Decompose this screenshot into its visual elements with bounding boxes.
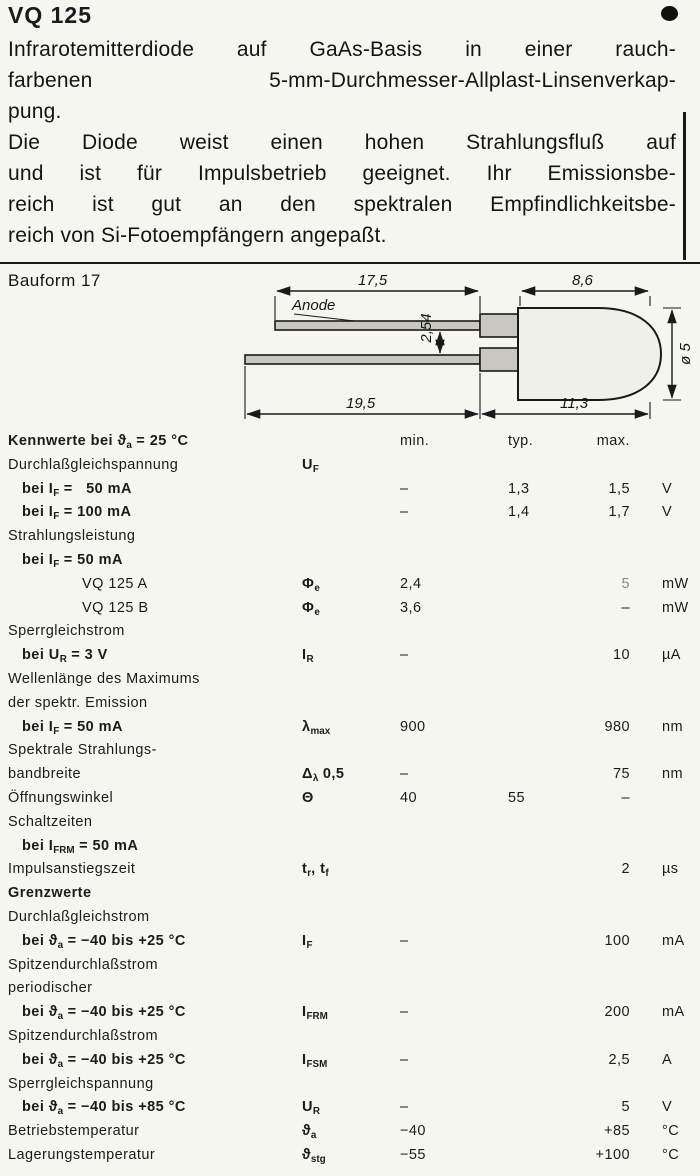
typ-value — [472, 882, 560, 906]
param-symbol — [296, 954, 386, 978]
description-text — [8, 34, 676, 251]
param-label: bei $I_F = 50$ mA — [22, 718, 123, 737]
min-value — [386, 1073, 472, 1097]
max-value: 200 — [604, 1004, 630, 1021]
min-value — [386, 882, 472, 906]
param-label: Wellenlänge des Maximums — [8, 670, 200, 687]
param-symbol: $U_R$ — [302, 1099, 321, 1118]
table-row — [8, 906, 700, 930]
dim-lead-bottom: 19,5 — [346, 395, 376, 412]
lens-dome-body — [518, 308, 661, 400]
min-value: – — [400, 1004, 409, 1021]
typ-value — [472, 1025, 560, 1049]
max-value: 5 — [621, 575, 630, 592]
spec-table-header — [8, 430, 700, 454]
table-row — [8, 858, 700, 882]
table-row — [8, 1073, 700, 1097]
max-value: – — [621, 789, 630, 806]
min-value — [386, 811, 472, 835]
typ-value — [472, 954, 560, 978]
min-value — [386, 1025, 472, 1049]
param-symbol — [296, 1073, 386, 1097]
param-label: periodischer — [8, 980, 93, 997]
unit-label: °C — [662, 1123, 680, 1140]
table-row — [8, 501, 700, 525]
param-label: bei $ϑ_a = -40$ bis +25 °C — [22, 932, 186, 951]
unit-label: µA — [662, 647, 681, 664]
param-label: Spitzendurchlaßstrom — [8, 1027, 159, 1044]
dim-pitch: 2,54 — [418, 313, 435, 343]
max-value — [560, 954, 648, 978]
unit-label: V — [662, 1099, 673, 1116]
param-symbol: $I_{FSM}$ — [302, 1051, 328, 1070]
param-label: Grenzwerte — [8, 885, 92, 902]
table-row — [8, 787, 700, 811]
max-value — [560, 692, 648, 716]
page-edge-border — [683, 112, 686, 260]
dim-lead-top: 17,5 — [358, 272, 388, 289]
param-label: Lagerungstemperatur — [8, 1146, 156, 1163]
table-row — [8, 478, 700, 502]
param-symbol: $U_F$ — [302, 456, 319, 475]
min-value — [386, 668, 472, 692]
unit-label: mW — [662, 575, 689, 592]
unit-label: nm — [662, 766, 684, 783]
table-row — [8, 668, 700, 692]
table-row — [8, 692, 700, 716]
unit-label: mA — [662, 1004, 685, 1021]
param-label: bei $ϑ_a = -40$ bis +25 °C — [22, 1051, 186, 1070]
param-label: VQ 125 B — [82, 599, 149, 616]
param-symbol — [296, 692, 386, 716]
dim-body: 11,3 — [560, 395, 589, 412]
unit-label — [648, 692, 700, 716]
min-value: – — [400, 766, 409, 783]
description-line: reich von Si-Fotoempfängern angepaßt. — [8, 224, 387, 247]
typ-value — [472, 668, 560, 692]
typ-value — [472, 1144, 560, 1172]
min-value: – — [400, 932, 409, 949]
param-label: bei $U_R = 3$ V — [22, 647, 108, 665]
description-line: und ist für Impulsbetrieb geeignet. Ihr Emissionsbe- — [8, 162, 676, 185]
typ-value: 1,4 — [508, 504, 530, 521]
param-label: Schaltzeiten — [8, 813, 93, 830]
param-label: der spektr. Emission — [8, 694, 148, 711]
cathode-lead — [245, 355, 480, 364]
min-value: – — [400, 480, 409, 497]
table-row — [8, 644, 700, 668]
table-row — [8, 1001, 700, 1025]
header-typ: typ. — [508, 433, 534, 449]
param-symbol: $I_R$ — [302, 647, 314, 665]
param-label: Impulsanstiegszeit — [8, 861, 136, 878]
unit-label — [648, 525, 700, 549]
anode-lead — [275, 321, 480, 330]
unit-label: A — [662, 1051, 673, 1068]
min-value: – — [400, 1099, 409, 1116]
param-symbol — [296, 906, 386, 930]
min-value: 40 — [400, 789, 418, 806]
unit-label: µs — [662, 861, 679, 878]
unit-label — [648, 787, 700, 811]
typ-value — [472, 525, 560, 549]
max-value: 2 — [621, 861, 630, 878]
max-value — [560, 668, 648, 692]
spec-table — [8, 430, 700, 1168]
unit-label — [648, 739, 700, 763]
param-label: Durchlaßgleichspannung — [8, 456, 179, 473]
param-symbol: $\Delta_\lambda$ 0,5 — [302, 766, 345, 784]
param-label: VQ 125 A — [82, 575, 148, 592]
cathode-tab — [480, 348, 518, 371]
max-value: 10 — [612, 647, 630, 664]
anode-label: Anode — [292, 297, 336, 314]
param-symbol — [296, 739, 386, 763]
unit-label — [648, 1025, 700, 1049]
typ-value — [472, 1073, 560, 1097]
table-row — [8, 882, 700, 906]
max-value — [560, 811, 648, 835]
typ-value: 1,3 — [508, 480, 530, 497]
table-row — [8, 454, 700, 478]
min-value — [386, 525, 472, 549]
param-label: Betriebstemperatur — [8, 1123, 140, 1140]
max-value — [560, 1073, 648, 1097]
anode-tab — [480, 314, 518, 337]
table-row — [8, 1049, 700, 1073]
param-symbol — [296, 668, 386, 692]
max-value — [560, 739, 648, 763]
max-value — [560, 977, 648, 1001]
max-value — [560, 906, 648, 930]
max-value: +85 — [604, 1123, 630, 1140]
unit-label: mW — [662, 599, 689, 616]
description-line: reich ist gut an den spektralen Empfindlichkeitsbe- — [8, 193, 676, 216]
min-value: 3,6 — [400, 599, 422, 616]
diode-package — [245, 314, 518, 371]
typ-value — [472, 739, 560, 763]
description-line: pung. — [8, 100, 62, 123]
typ-value — [472, 906, 560, 930]
table-row — [8, 1025, 700, 1049]
param-label: bandbreite — [8, 766, 82, 783]
spec-table-body — [8, 454, 700, 1168]
dim-dome: 8,6 — [572, 272, 593, 289]
unit-label: °C — [662, 1146, 680, 1163]
table-row — [8, 716, 700, 740]
typ-value — [472, 620, 560, 644]
param-label: bei $I_{FRM} = 50$ mA — [22, 837, 139, 856]
param-symbol — [296, 977, 386, 1001]
max-value: 980 — [604, 718, 630, 735]
max-value: 75 — [612, 766, 630, 783]
table-row — [8, 811, 700, 835]
min-value — [386, 906, 472, 930]
table-row — [8, 620, 700, 644]
param-label: Sperrgleichspannung — [8, 1075, 154, 1092]
unit-label — [648, 811, 700, 835]
table-row — [8, 1120, 700, 1144]
bauform-label: Bauform 17 — [8, 271, 101, 290]
min-value — [386, 620, 472, 644]
unit-label — [648, 954, 700, 978]
max-value: 5 — [621, 1099, 630, 1116]
unit-label — [648, 977, 700, 1001]
max-value — [560, 882, 648, 906]
max-value: +100 — [595, 1146, 630, 1163]
table-row — [8, 763, 700, 787]
unit-label: mA — [662, 932, 685, 949]
param-label: bei $ϑ_a = -40$ bis +25 °C — [22, 1004, 186, 1022]
min-value: – — [400, 647, 409, 664]
min-value: 2,4 — [400, 575, 422, 592]
table-row — [8, 977, 700, 1001]
table-row — [8, 739, 700, 763]
unit-label — [648, 882, 700, 906]
param-label: Spitzendurchlaßstrom — [8, 956, 159, 973]
table-row — [8, 573, 700, 597]
min-value — [386, 692, 472, 716]
param-symbol: $I_{FRM}$ — [302, 1004, 328, 1022]
table-row — [8, 1096, 700, 1120]
unit-label — [648, 668, 700, 692]
max-value — [560, 1025, 648, 1049]
unit-label — [648, 906, 700, 930]
min-value: 900 — [400, 718, 426, 735]
typ-value: 55 — [508, 789, 526, 806]
page-title: VQ 125 — [8, 2, 92, 28]
param-label: Strahlungsleistung — [8, 528, 136, 545]
unit-label — [648, 1073, 700, 1097]
param-label: bei $I_F = 100$ mA — [22, 504, 132, 523]
min-value: −55 — [400, 1146, 426, 1163]
header-min: min. — [400, 433, 430, 449]
param-symbol — [296, 882, 386, 906]
min-value — [386, 739, 472, 763]
table-row — [8, 549, 700, 573]
param-symbol: $I_F$ — [302, 932, 313, 951]
description-line: farbenen 5-mm-Durchmesser-Allplast-Linsenverkap- — [8, 69, 676, 92]
unit-label: V — [662, 504, 673, 521]
param-symbol: $ϑ_a$ — [302, 1123, 317, 1141]
max-value: 2,5 — [608, 1051, 630, 1068]
table-row — [8, 1144, 700, 1168]
dim-diameter: ø 5 — [677, 343, 694, 365]
max-value: 100 — [604, 932, 630, 949]
param-label: Durchlaßgleichstrom — [8, 908, 150, 925]
max-value — [560, 620, 648, 644]
param-label: Spektrale Strahlungs- — [8, 742, 157, 759]
param-label: bei $I_F = 50$ mA — [22, 480, 132, 499]
kennwerte-title: Kennwerte — [8, 433, 87, 449]
unit-label: nm — [662, 718, 684, 735]
param-label: Öffnungswinkel — [8, 789, 114, 806]
param-label: Sperrgleichstrom — [8, 623, 125, 640]
param-symbol: Θ — [302, 789, 314, 806]
table-row — [8, 954, 700, 978]
param-symbol: $t_r$, $t_f$ — [302, 861, 329, 880]
header-max: max. — [596, 433, 630, 449]
typ-value — [472, 977, 560, 1001]
min-value: – — [400, 504, 409, 521]
unit-label — [648, 620, 700, 644]
param-symbol — [296, 811, 386, 835]
min-value — [386, 954, 472, 978]
param-symbol: $\Phi_e$ — [302, 575, 320, 594]
param-label: bei $ϑ_a = -40$ bis +85 °C — [22, 1099, 186, 1118]
description-line: Die Diode weist einen hohen Strahlungsfluß auf — [8, 131, 676, 154]
package-drawing — [0, 264, 700, 426]
unit-label: V — [662, 480, 673, 497]
max-value: 1,5 — [608, 480, 630, 497]
max-value — [560, 525, 648, 549]
table-row — [8, 930, 700, 954]
typ-value — [472, 692, 560, 716]
table-row — [8, 525, 700, 549]
min-value: −40 — [400, 1123, 426, 1140]
param-symbol: $\lambda_{max}$ — [302, 718, 331, 737]
typ-value — [472, 811, 560, 835]
min-value: – — [400, 1051, 409, 1068]
param-symbol: $ϑ_{stg}$ — [302, 1146, 326, 1165]
param-symbol — [296, 525, 386, 549]
description-line: Infrarotemitterdiode auf GaAs-Basis in einer rauch- — [8, 38, 676, 61]
param-symbol: $\Phi_e$ — [302, 599, 320, 618]
index-dot-marker — [661, 6, 678, 21]
min-value — [386, 977, 472, 1001]
table-row — [8, 835, 700, 859]
param-symbol — [296, 620, 386, 644]
param-label: bei $I_F = 50$ mA — [22, 551, 123, 570]
param-symbol — [296, 1025, 386, 1049]
max-value: 1,7 — [608, 504, 630, 521]
max-value: – — [621, 599, 630, 616]
kennwerte-condition: bei $ϑ_a = 25$ °C — [90, 433, 189, 451]
